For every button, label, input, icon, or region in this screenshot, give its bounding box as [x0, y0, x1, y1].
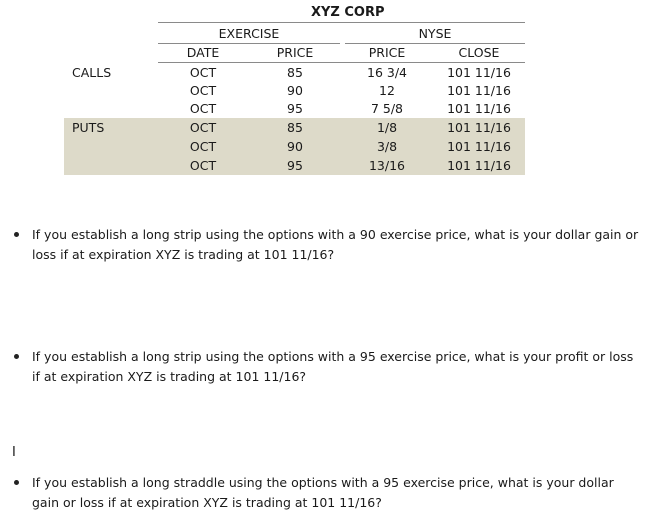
question-text: If you establish a long strip using the options with a 90 exercise price, what is your dollar gain or loss if at expiration XYZ is trading at 101 11/16? — [32, 227, 639, 262]
table-cell-exercise-price: 95 — [287, 101, 303, 116]
bullet-icon — [14, 232, 19, 237]
group-header-exercise: EXERCISE — [218, 26, 280, 41]
bullet-icon — [14, 354, 19, 359]
table-cell-price: 7 5/8 — [370, 101, 404, 116]
title-rule — [158, 22, 525, 23]
group-header-nyse: NYSE — [418, 26, 452, 41]
table-cell-price: 1/8 — [376, 120, 398, 135]
question-text: If you establish a long straddle using the options with a 95 exercise price, what is your dollar gain or loss if at expiration XYZ is trading at 101 11/16? — [32, 475, 614, 510]
table-cell-exercise-price: 85 — [287, 120, 303, 135]
table-cell-price: 3/8 — [376, 139, 398, 154]
column-header-close: CLOSE — [458, 45, 500, 60]
table-title: XYZ CORP — [311, 5, 385, 20]
table-cell-exercise-price: 85 — [287, 65, 303, 80]
table-cell-close: 101 11/16 — [447, 101, 511, 116]
table-cell-exercise-price: 90 — [287, 139, 303, 154]
row-label-puts: PUTS — [72, 120, 105, 135]
row-label-calls: CALLS — [72, 65, 112, 80]
table-cell-date: OCT — [189, 101, 217, 116]
table-cell-date: OCT — [189, 120, 217, 135]
table-cell-price: 12 — [379, 83, 395, 98]
table-cell-date: OCT — [189, 65, 217, 80]
column-header-price: PRICE — [368, 45, 406, 60]
table-cell-price: 13/16 — [368, 158, 406, 173]
table-cell-close: 101 11/16 — [447, 120, 511, 135]
table-cell-price: 16 3/4 — [367, 65, 407, 80]
table-cell-close: 101 11/16 — [447, 158, 511, 173]
table-cell-exercise-price: 95 — [287, 158, 303, 173]
nyse-group-rule — [345, 43, 525, 44]
bullet-icon — [14, 480, 19, 485]
exercise-group-rule — [158, 43, 340, 44]
table-cell-close: 101 11/16 — [447, 83, 511, 98]
column-header-exercise-price: PRICE — [276, 45, 314, 60]
table-cell-date: OCT — [189, 83, 217, 98]
table-cell-date: OCT — [189, 139, 217, 154]
table-cell-close: 101 11/16 — [447, 65, 511, 80]
stray-text-mark: I — [12, 445, 16, 460]
question-text: If you establish a long strip using the options with a 95 exercise price, what is your profit or loss if at expiration XYZ is trading at 101 11/16? — [32, 349, 634, 384]
table-cell-date: OCT — [189, 158, 217, 173]
table-cell-exercise-price: 90 — [287, 83, 303, 98]
column-header-date: DATE — [186, 45, 220, 60]
table-cell-close: 101 11/16 — [447, 139, 511, 154]
